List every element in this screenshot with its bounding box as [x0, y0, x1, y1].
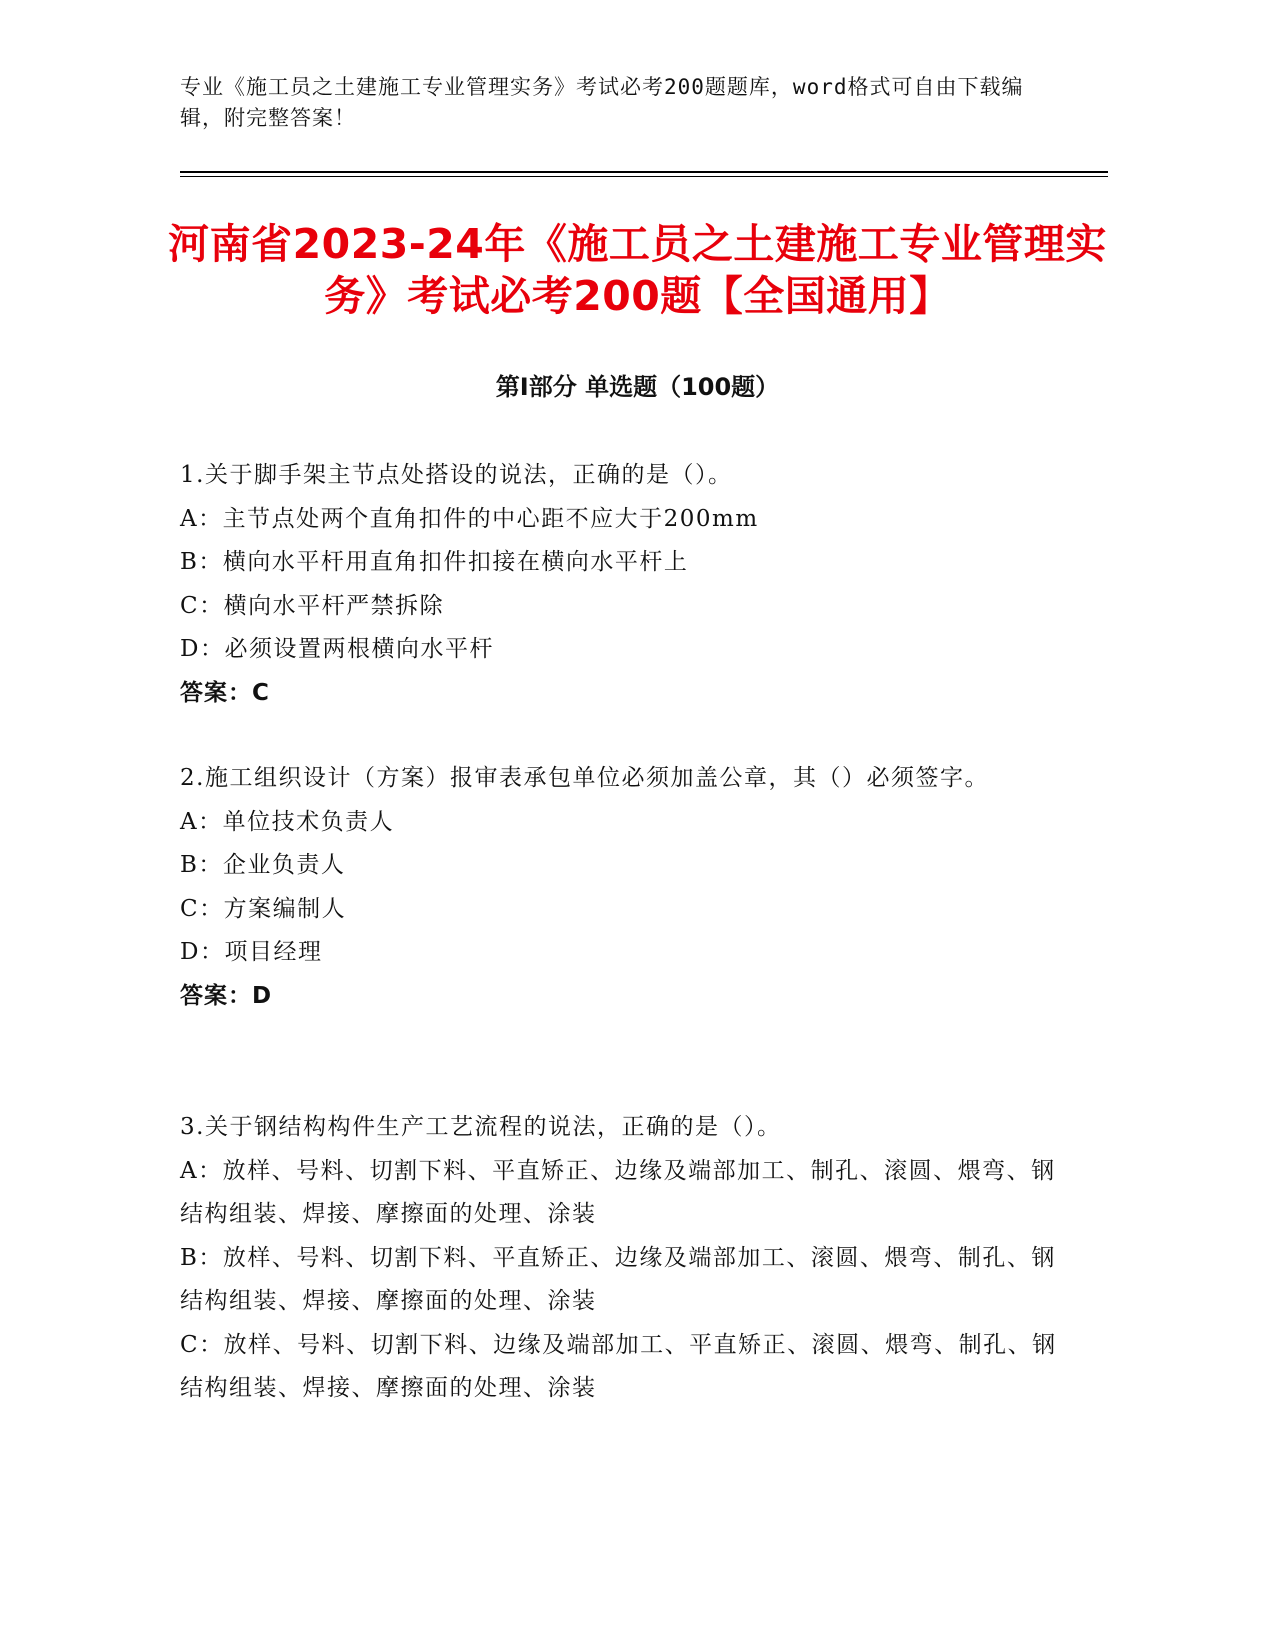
option-a: A：单位技术负责人: [180, 808, 395, 835]
option-c: C：横向水平杆严禁拆除: [180, 592, 445, 619]
option-b: B：企业负责人: [180, 852, 346, 878]
option-d: D：必须设置两根横向水平杆: [180, 636, 494, 662]
answer-line: 答案：C: [180, 679, 270, 706]
option-d: D：项目经理: [180, 939, 323, 965]
question-stem: 2.施工组织设计（方案）报审表承包单位必须加盖公章，其（）必须签字。: [180, 765, 989, 791]
question-stem: 3.关于钢结构构件生产工艺流程的说法，正确的是（）。: [180, 1114, 782, 1140]
question-stem: 1.关于脚手架主节点处搭设的说法，正确的是（）。: [180, 462, 733, 488]
option-a: A：主节点处两个直角扣件的中心距不应大于200mm: [180, 505, 759, 532]
option-c: C：方案编制人: [180, 895, 347, 922]
section-title: 第I部分 单选题（100题）: [495, 373, 780, 401]
option-c: C：放样、号料、切割下料、边缘及端部加工、平直矫正、滚圆、煨弯、制孔、钢结构组装、焊接、摩擦面的处理、涂装: [180, 1331, 1057, 1401]
option-a: A：放样、号料、切割下料、平直矫正、边缘及端部加工、制孔、滚圆、煨弯、钢结构组装、焊接、摩擦面的处理、涂装: [180, 1157, 1056, 1227]
header-note: 专业《施工员之土建施工专业管理实务》考试必考200题题库，word格式可自由下载编辑，附完整答案！: [180, 75, 1024, 130]
header-divider-thick: [180, 171, 1108, 173]
question-block-1: [180, 454, 1060, 715]
option-b: B：横向水平杆用直角扣件扣接在横向水平杆上: [180, 549, 689, 575]
answer-line: 答案：D: [180, 982, 273, 1009]
question-block-2: [180, 757, 1060, 1018]
document-title: 河南省2023-24年《施工员之土建施工专业管理实务》考试必考200题【全国通用】: [168, 220, 1107, 320]
header-divider-thin: [180, 176, 1108, 177]
question-block-3: [180, 1106, 1060, 1411]
option-b: B：放样、号料、切割下料、平直矫正、边缘及端部加工、滚圆、煨弯、制孔、钢结构组装、焊接、摩擦面的处理、涂装: [180, 1244, 1056, 1314]
